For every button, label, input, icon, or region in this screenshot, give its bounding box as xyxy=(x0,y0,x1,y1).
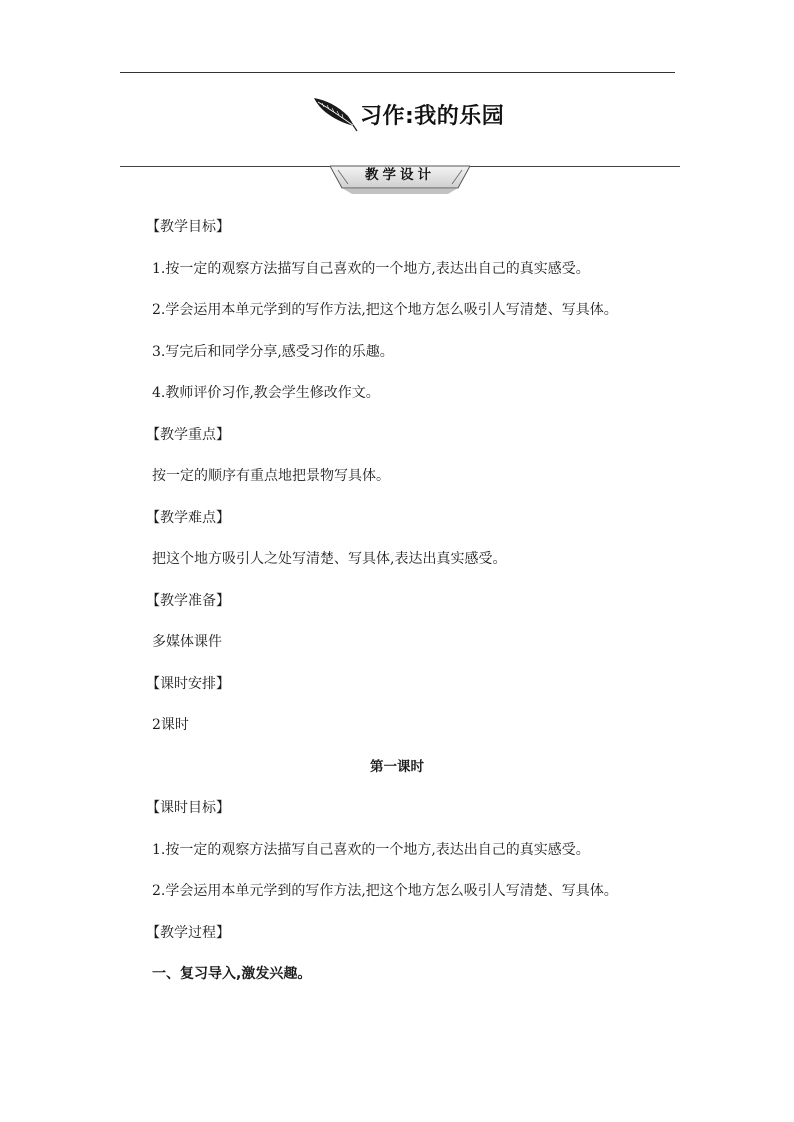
document-body xyxy=(146,214,712,1003)
lesson-goal-heading: 【课时目标】 xyxy=(146,800,230,816)
difficulty-text: 把这个地方吸引人之处写清楚、写具体,表达出真实感受。 xyxy=(152,551,507,567)
lesson-goal-item: 2.学会运用本单元学到的写作方法,把这个地方怎么吸引人写清楚、写具体。 xyxy=(152,883,618,899)
goal-item: 2.学会运用本单元学到的写作方法,把这个地方怎么吸引人写清楚、写具体。 xyxy=(152,302,618,318)
lesson-goal-item: 1.按一定的观察方法描写自己喜欢的一个地方,表达出自己的真实感受。 xyxy=(152,841,590,858)
goal-item: 4.教师评价习作,教会学生修改作文。 xyxy=(152,385,380,401)
page-title: 习作:我的乐园 xyxy=(360,103,505,129)
prep-heading: 【教学准备】 xyxy=(146,592,230,609)
title-block xyxy=(312,92,504,136)
process-heading: 【教学过程】 xyxy=(146,924,230,941)
prep-text: 多媒体课件 xyxy=(152,634,222,650)
key-text: 按一定的顺序有重点地把景物写具体。 xyxy=(152,468,390,484)
step-one-heading: 一、复习导入,激发兴趣。 xyxy=(152,966,312,982)
schedule-text: 2课时 xyxy=(152,717,189,733)
key-heading: 【教学重点】 xyxy=(146,426,230,443)
top-rule xyxy=(120,72,675,73)
schedule-heading: 【课时安排】 xyxy=(146,675,230,692)
lesson-title: 第一课时 xyxy=(370,758,424,775)
goal-heading: 【教学目标】 xyxy=(146,219,230,235)
goal-item: 3.写完后和同学分享,感受习作的乐趣。 xyxy=(152,343,394,360)
difficulty-heading: 【教学难点】 xyxy=(146,509,230,526)
goal-item: 1.按一定的观察方法描写自己喜欢的一个地方,表达出自己的真实感受。 xyxy=(152,260,590,277)
feather-pen-icon xyxy=(312,94,358,134)
banner-label: 教学设计 xyxy=(365,167,435,183)
